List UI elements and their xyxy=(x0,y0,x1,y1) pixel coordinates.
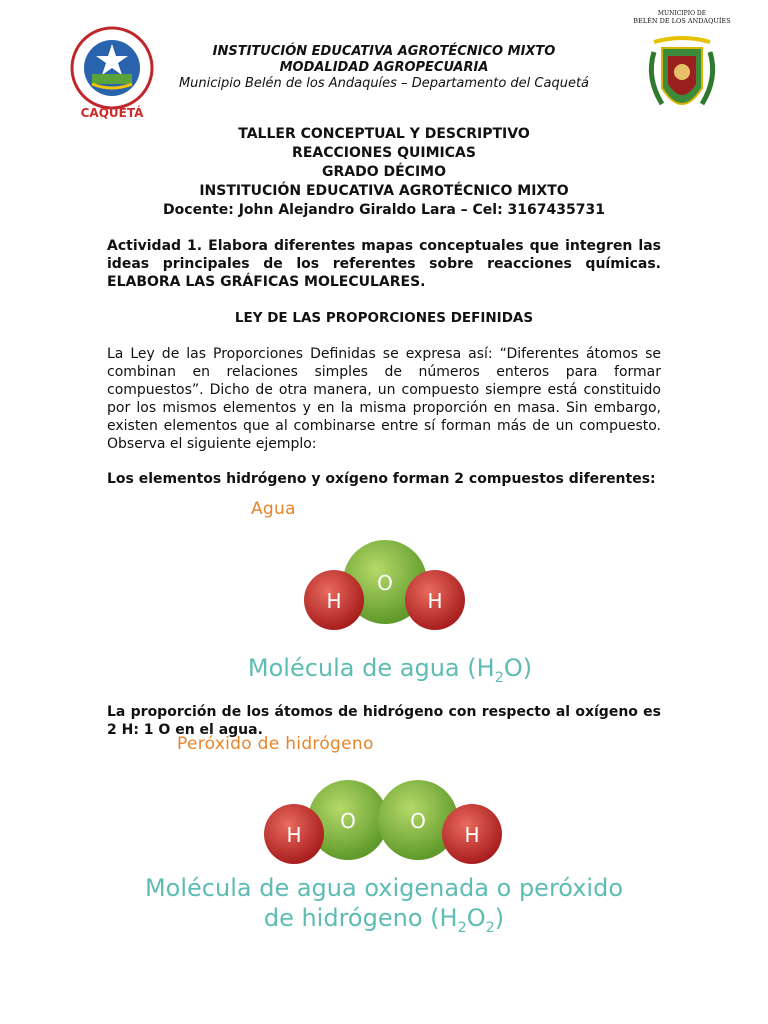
municipality-logo xyxy=(632,8,732,130)
modality: MODALIDAD AGROPECUARIA xyxy=(279,60,489,75)
municipality-logo-line2: BELÉN DE LOS ANDAQUÍES xyxy=(633,17,731,25)
water-molecule-diagram xyxy=(300,538,470,648)
water-formula: $(H_2O)$ xyxy=(467,654,533,686)
peroxide-label: Peróxido de hidrógeno xyxy=(177,734,374,754)
peroxide-caption-line1: Molécula de agua oxigenada o peróxido xyxy=(144,874,624,902)
peroxide-caption-line2: de hidrógeno $(H_2O_2)$ xyxy=(263,904,505,936)
peroxide-hydrogen-symbol-right: H xyxy=(464,823,480,847)
water-label: Agua xyxy=(251,499,296,519)
title-topic: REACCIONES QUIMICAS xyxy=(292,145,476,161)
activity-text: Actividad 1. Elabora diferentes mapas conceptuales que integren las ideas principales de los referentes sobre reacciones químicas. ELABORA LAS GRÁFICAS MOLECULARES. xyxy=(107,238,661,290)
title-workshop: TALLER CONCEPTUAL Y DESCRIPTIVO xyxy=(238,126,530,142)
peroxide-molecule-diagram xyxy=(258,774,518,874)
peroxide-caption xyxy=(134,873,634,943)
water-hydrogen-symbol-right: H xyxy=(427,589,443,613)
peroxide-hydrogen-symbol-left: H xyxy=(286,823,302,847)
water-oxygen-symbol: O xyxy=(377,571,393,595)
water-hydrogen-symbol-left: H xyxy=(326,589,342,613)
school-logo-label: CAQUETÁ xyxy=(80,106,144,120)
intro-paragraph: La Ley de las Proporciones Definidas se expresa así: “Diferentes átomos se combinan en relaciones simples de números enteros para formar compuestos”. Dicho de otra manera, un compuesto siempre está constituido por los mismos elementos y en la misma proporción en masa. Sin embargo, existen elementos que al combinarse entre sí forman más de un compuesto. Observa el siguiente ejemplo: xyxy=(107,346,661,452)
title-institution: INSTITUCIÓN EDUCATIVA AGROTÉCNICO MIXTO xyxy=(199,183,569,199)
institution-name: INSTITUCIÓN EDUCATIVA AGROTÉCNICO MIXTO xyxy=(212,44,556,59)
peroxide-formula: $(H_2O_2)$ xyxy=(430,904,505,936)
water-caption xyxy=(230,653,550,693)
compounds-heading: Los elementos hidrógeno y oxígeno forman 2 compuestos diferentes: xyxy=(107,471,656,487)
peroxide-oxygen-symbol-left: O xyxy=(340,809,356,833)
title-grade: GRADO DÉCIMO xyxy=(321,164,446,180)
municipality-logo-line1: MUNICIPIO DE xyxy=(657,10,707,17)
water-caption-text: Molécula de agua xyxy=(247,654,460,682)
peroxide-oxygen-symbol-right: O xyxy=(410,809,426,833)
proportion-text: La proporción de los átomos de hidrógeno con respecto al oxígeno es 2 H: 1 O en el agua. xyxy=(107,704,661,738)
school-logo xyxy=(66,26,158,122)
location: Municipio Belén de los Andaquíes – Departamento del Caquetá xyxy=(178,76,590,91)
section-title: LEY DE LAS PROPORCIONES DEFINIDAS xyxy=(234,310,534,326)
title-teacher: Docente: John Alejandro Giraldo Lara – Cel: 3167435731 xyxy=(163,202,605,218)
